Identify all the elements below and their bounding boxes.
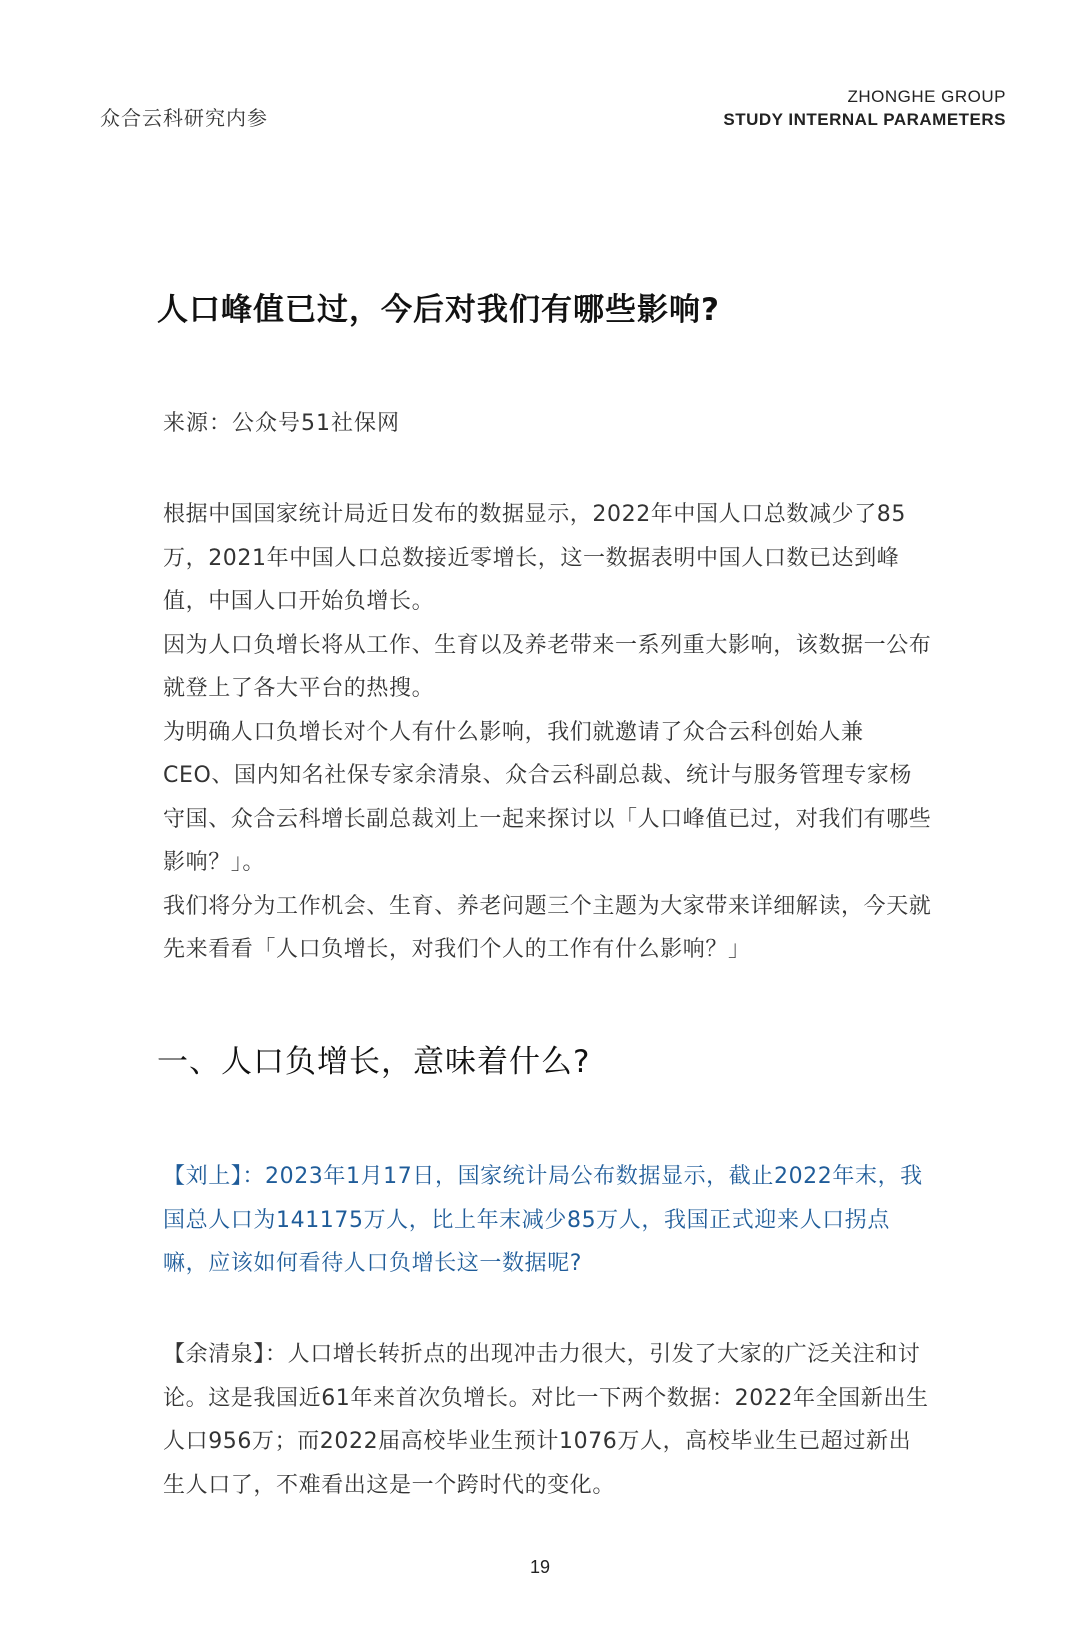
- intro-paragraph: 我们将分为工作机会、生育、养老问题三个主题为大家带来详细解读，今天就先来看看「人口负增长，对我们个人的工作有什么影响？」: [163, 893, 932, 962]
- header-group-name: ZHONGHE GROUP: [847, 87, 1006, 106]
- intro-section: [163, 493, 933, 972]
- header-brand-title: 众合云科研究内参: [100, 106, 268, 130]
- answer-block: [163, 1333, 933, 1507]
- answer-paragraph: 【余清泉】：人口增长转折点的出现冲击力很大，引发了大家的广泛关注和讨论。这是我国近61年来首次负增长。对比一下两个数据：2022年全国新出生人口956万；而2022届高校毕业生预计1076万人，高校毕业生已超过新出生人口了，不难看出这是一个跨时代的变化。: [163, 1342, 929, 1498]
- question-block: [163, 1155, 933, 1286]
- page-number: 19: [529, 1557, 551, 1577]
- intro-paragraph: 为明确人口负增长对个人有什么影响，我们就邀请了众合云科创始人兼CEO、国内知名社保专家余清泉、众合云科副总裁、统计与服务管理专家杨守国、众合云科增长副总裁刘上一起来探讨以「人口峰值已过，对我们有哪些影响？」。: [163, 719, 932, 875]
- question-paragraph: 【刘上】：2023年1月17日，国家统计局公布数据显示，截止2022年末，我国总人口为141175万人，比上年末减少85万人，我国正式迎来人口拐点嘛，应该如何看待人口负增长这一数据呢?: [163, 1164, 923, 1276]
- header-subtitle: STUDY INTERNAL PARAMETERS: [723, 110, 1006, 129]
- header-english-brand: [723, 86, 1006, 132]
- section-heading: 一、人口负增长，意味着什么?: [157, 1044, 591, 1080]
- article-source: 来源：公众号51社保网: [163, 411, 400, 436]
- intro-paragraph: 因为人口负增长将从工作、生育以及养老带来一系列重大影响，该数据一公布就登上了各大平台的热搜。: [163, 632, 932, 701]
- intro-paragraph: 根据中国国家统计局近日发布的数据显示，2022年中国人口总数减少了85万，2021年中国人口总数接近零增长，这一数据表明中国人口数已达到峰值，中国人口开始负增长。: [163, 502, 906, 614]
- article-title: 人口峰值已过，今后对我们有哪些影响?: [157, 292, 720, 328]
